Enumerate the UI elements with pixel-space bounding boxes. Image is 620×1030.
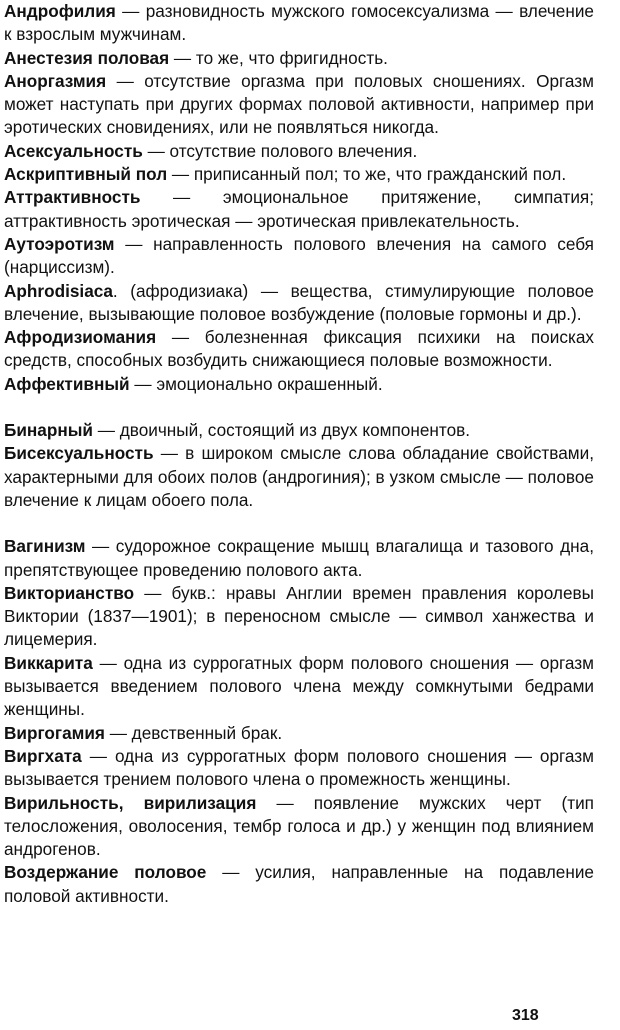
term: Аутоэротизм [4,233,115,254]
term: Бисексуальность [4,443,154,464]
entry-askriptivnyi-pol [4,163,594,186]
term: Аноргазмия [4,70,107,91]
entry-vikkarita [4,652,594,722]
term: Aphrodisiaca [4,280,113,301]
term: Аттрактивность [4,187,141,208]
section-v [4,535,594,908]
term: Виргогамия [4,722,105,743]
definition: — то же, что фригидность. [169,47,388,68]
definition: — приписанный пол; то же, что гражданский пол. [167,164,567,185]
entry-affektivnyi [4,373,594,396]
entry-anorgazmiya [4,70,594,140]
section-gap [4,396,594,419]
term: Воздержание половое [4,862,207,883]
entry-androfiliya [4,0,594,47]
term: Аффективный [4,373,130,394]
section-gap [4,512,594,535]
entry-virgkhata [4,745,594,792]
definition: — букв.: нравы Англии времен правления королевы Виктории (1837—1901); в переносном смысле — символ ханжества и лицемерия. [4,582,594,650]
entry-vaginizm [4,535,594,582]
term: Аскриптивный пол [4,164,168,185]
entry-virilnost [4,792,594,862]
entry-afrodiziomaniya [4,326,594,373]
definition: — одна из суррогатных форм полового сношения — оргазм вызывается введением полового члена между сомкнутыми бедрами женщины. [4,652,594,720]
entry-vozderzhanie-polovoe [4,861,594,908]
definition: — направленность полового влечения на самого себя (нарциссизм). [4,233,594,278]
definition: — двоичный, состоящий из двух компонентов. [92,420,471,441]
term: Андрофилия [4,1,116,21]
entry-biseksualnost [4,442,594,512]
term: Вагинизм [4,536,86,557]
definition: — усилия, направленные на подавление половой активности. [4,862,594,906]
term: Вирильность, вирилизация [4,792,257,813]
definition: — в широком смысле слова обладание свойствами, характерными для обоих полов (андрогиния); в узком смысле — половое влечение к лицам обоего пола. [4,443,594,510]
section-a [4,0,594,396]
definition: — эмоциональное притяжение, симпатия; аттрактивность эротическая — эротическая привлекательность. [4,187,594,231]
entry-viktorianstvo [4,582,594,652]
term: Асексуальность [4,140,143,161]
definition: — болезненная фиксация психики на поисках средств, способных возбудить снижающиеся половые возможности. [4,327,594,371]
definition: — судорожное сокращение мышц влагалища и тазового дна, препятствующее проведению полового акта. [4,536,594,580]
definition: — разновидность мужского гомосексуализма — влечение к взрослым мужчинам. [4,1,594,45]
definition: — появление мужских черт (тип телосложения, оволосения, тембр голоса и др.) у женщин под влиянием андрогенов. [4,792,594,860]
entry-anesteziya-polovaya [4,47,594,70]
definition: — девственный брак. [104,722,283,743]
definition: . (афродизиака) — вещества, стимулирующие половое влечение, вызывающие половое возбуждение (половые гормоны и др.). [4,280,594,324]
section-b [4,419,594,512]
page-number: 318 [512,1007,539,1024]
definition: — отсутствие оргазма при половых сношениях. Оргазм может наступать при других формах половой активности, например при эротических сновидениях, или не появляться никогда. [4,70,594,138]
entry-aphrodisiaca [4,280,594,327]
definition: — отсутствие полового влечения. [142,140,418,161]
entry-aseksualnost [4,140,594,163]
term: Викторианство [4,582,135,603]
term: Виккарита [4,652,93,673]
term: Анестезия половая [4,47,170,68]
dictionary-page [4,0,594,908]
term: Афродизиомания [4,327,157,348]
definition: — одна из суррогатных форм полового сношения — оргазм вызывается трением полового члена о промежность женщины. [4,745,594,790]
definition: — эмоционально окрашенный. [129,373,383,394]
entry-attraktivnost [4,186,594,233]
term: Бинарный [4,420,93,441]
entry-autoerotizm [4,233,594,280]
entry-virgogamiya [4,722,594,745]
entry-binarnyi [4,419,594,442]
term: Виргхата [4,745,82,766]
